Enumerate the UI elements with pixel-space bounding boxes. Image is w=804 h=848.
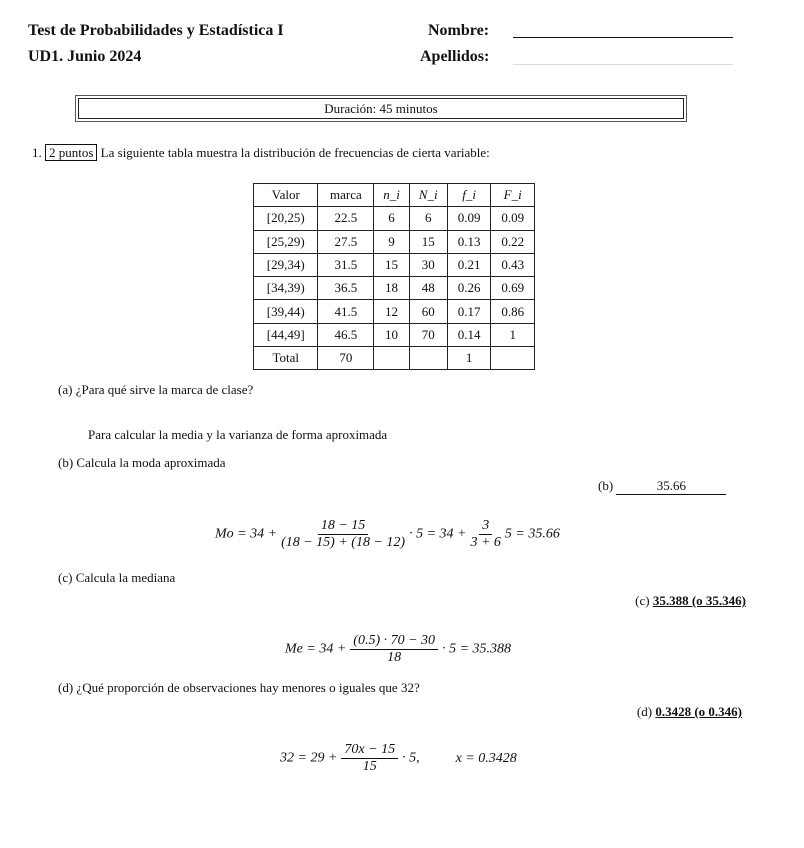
exam-title: Test de Probabilidades y Estadística I — [28, 22, 284, 39]
formula-text: · 5 = 35.388 — [442, 641, 512, 657]
part-question: ¿Qué proporción de observaciones hay menores o iguales que 32? — [76, 680, 420, 695]
part-question: Calcula la moda aproximada — [76, 455, 226, 470]
column-header: marca — [318, 184, 374, 207]
table-cell: 9 — [374, 230, 409, 253]
table-cell: 0.21 — [447, 253, 491, 276]
table-cell: 48 — [409, 277, 447, 300]
formula-text: 32 = 29 + — [280, 750, 338, 766]
question-text: La siguiente tabla muestra la distribución de frecuencias de cierta variable: — [100, 145, 490, 160]
denominator: 3 + 6 — [470, 535, 501, 550]
answer-label: (b) — [598, 478, 614, 493]
table-cell: 70 — [318, 347, 374, 370]
column-header: F_i — [491, 184, 535, 207]
formula-text: 5 = 35.66 — [504, 526, 560, 542]
mode-formula — [215, 518, 560, 551]
numerator: 3 — [479, 518, 492, 535]
part-label: (d) — [58, 680, 74, 695]
denominator: 15 — [362, 759, 377, 774]
part-b-answer — [598, 478, 726, 495]
duration-box — [75, 95, 687, 122]
denominator: (18 − 15) + (18 − 12) — [281, 535, 406, 550]
part-a-answer: Para calcular la media y la varianza de forma aproximada — [88, 427, 388, 442]
table-cell: [39,44) — [254, 300, 318, 323]
question-1 — [32, 145, 490, 161]
table-cell — [409, 347, 447, 370]
table-cell: 0.17 — [447, 300, 491, 323]
table-cell: 1 — [491, 323, 535, 346]
proportion-formula — [280, 742, 517, 775]
surname-label: Apellidos: — [420, 48, 490, 65]
surname-field[interactable] — [513, 64, 733, 65]
formula-result: x = 0.3428 — [455, 750, 517, 766]
table-cell — [491, 347, 535, 370]
table-cell: [34,39) — [254, 277, 318, 300]
exam-subtitle: UD1. Junio 2024 — [28, 48, 142, 65]
part-c — [58, 570, 175, 586]
table-cell: 6 — [409, 207, 447, 230]
table-cell: 15 — [374, 253, 409, 276]
part-a — [58, 382, 253, 398]
table-row — [254, 230, 535, 253]
table-cell: 31.5 — [318, 253, 374, 276]
name-field[interactable] — [513, 37, 733, 38]
answer-label: (c) — [635, 593, 650, 608]
table-cell: 36.5 — [318, 277, 374, 300]
answer-value: 0.3428 (o 0.346) — [655, 704, 742, 719]
table-row — [254, 207, 535, 230]
part-label: (b) — [58, 455, 74, 470]
table-row — [254, 277, 535, 300]
table-cell: 60 — [409, 300, 447, 323]
table-cell — [374, 347, 409, 370]
table-cell: 0.69 — [491, 277, 535, 300]
table-cell: [44,49] — [254, 323, 318, 346]
table-header-row — [254, 184, 535, 207]
denominator: 18 — [387, 650, 402, 665]
table-row — [254, 253, 535, 276]
frequency-table — [253, 183, 535, 370]
formula-text: Me = 34 + — [285, 641, 347, 657]
table-cell: 70 — [409, 323, 447, 346]
table-cell: 0.43 — [491, 253, 535, 276]
table-cell: 0.86 — [491, 300, 535, 323]
table-cell: 18 — [374, 277, 409, 300]
part-d-answer — [637, 704, 742, 720]
answer-value: 35.66 — [616, 478, 726, 495]
part-b — [58, 455, 226, 471]
numerator: 70x − 15 — [341, 742, 398, 759]
column-header: f_i — [447, 184, 491, 207]
table-cell: [25,29) — [254, 230, 318, 253]
table-cell: [20,25) — [254, 207, 318, 230]
part-c-answer — [635, 593, 746, 609]
part-d — [58, 680, 420, 696]
table-row — [254, 300, 535, 323]
table-cell: 0.09 — [447, 207, 491, 230]
duration-text: Duración: 45 minutos — [78, 98, 684, 119]
median-formula — [285, 633, 511, 666]
points-badge: 2 puntos — [45, 144, 97, 161]
table-cell: 0.14 — [447, 323, 491, 346]
table-cell: 0.22 — [491, 230, 535, 253]
answer-value: 35.388 (o 35.346) — [652, 593, 746, 608]
table-cell: 27.5 — [318, 230, 374, 253]
answer-label: (d) — [636, 704, 653, 719]
table-cell: 0.09 — [491, 207, 535, 230]
column-header: N_i — [409, 184, 447, 207]
numerator: 18 − 15 — [318, 518, 368, 535]
table-row — [254, 323, 535, 346]
column-header: Valor — [254, 184, 318, 207]
formula-text: Mo = 34 + — [215, 526, 278, 542]
table-cell: 10 — [374, 323, 409, 346]
question-number: 1. — [32, 145, 42, 160]
table-row — [254, 347, 535, 370]
table-cell: 41.5 — [318, 300, 374, 323]
part-label: (a) — [58, 382, 73, 397]
table-cell: 6 — [374, 207, 409, 230]
table-cell: 15 — [409, 230, 447, 253]
table-cell: 0.13 — [447, 230, 491, 253]
table-cell: [29,34) — [254, 253, 318, 276]
table-cell: 22.5 — [318, 207, 374, 230]
part-question: Calcula la mediana — [75, 570, 176, 585]
numerator: (0.5) · 70 − 30 — [350, 633, 438, 650]
formula-text: · 5 = 34 + — [409, 526, 467, 542]
table-cell: 46.5 — [318, 323, 374, 346]
name-label: Nombre: — [428, 22, 490, 39]
part-label: (c) — [58, 570, 73, 585]
column-header: n_i — [374, 184, 409, 207]
table-cell: 0.26 — [447, 277, 491, 300]
formula-text: · 5, — [402, 750, 420, 766]
table-cell: 12 — [374, 300, 409, 323]
table-cell: 30 — [409, 253, 447, 276]
table-cell: Total — [254, 347, 318, 370]
table-cell: 1 — [447, 347, 491, 370]
part-question: ¿Para qué sirve la marca de clase? — [75, 382, 254, 397]
